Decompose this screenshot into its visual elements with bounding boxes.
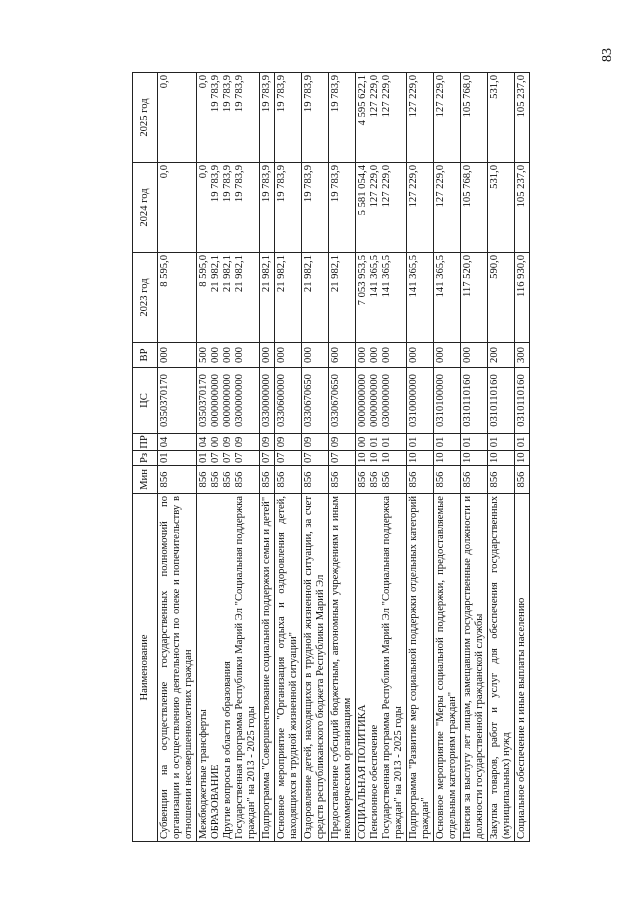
row-min: 856 — [210, 471, 221, 488]
row-rz: 01 — [198, 452, 209, 463]
row-2024: 127 229,0 — [434, 163, 461, 253]
row-min: 856 — [357, 471, 368, 488]
row-min: 856 — [260, 466, 275, 494]
row-2023: 21 982,1 — [260, 253, 275, 343]
row-2023: 21 982,1 — [234, 255, 245, 293]
row-min: 856 — [381, 471, 392, 488]
row-2024: 105 768,0 — [461, 163, 488, 253]
row-2025: 105 237,0 — [515, 73, 530, 163]
row-name: Основное мероприятие "Меры социальной поддержки, предоставляемые отдельным категориям граждан" — [434, 494, 461, 842]
row-2023: 8 595,0 — [198, 255, 209, 287]
header-vr: ВР — [133, 343, 158, 368]
header-cs: ЦС — [133, 368, 158, 434]
row-vr: 000 — [275, 343, 302, 368]
header-min: Мин — [133, 466, 158, 494]
row-rz: 10 — [488, 451, 515, 466]
header-rz: Рз — [133, 451, 158, 466]
row-pr: 09 — [234, 436, 245, 448]
header-2023: 2023 год — [133, 253, 158, 343]
row-min: 856 — [488, 466, 515, 494]
row-2023: 141 365,5 — [434, 253, 461, 343]
row-pr: 09 — [302, 434, 329, 451]
table-row — [488, 73, 515, 842]
row-name: Основное мероприятие "Организация отдыха и оздоровления детей, находящихся в трудной жизненной ситуации" — [275, 494, 302, 842]
row-rz: 10 — [407, 451, 434, 466]
header-pr: ПР — [133, 434, 158, 451]
row-2023: 8 595,0 — [158, 253, 197, 343]
row-vr: 000 — [461, 343, 488, 368]
row-name: Подпрограмма "Совершенствование социальной поддержки семьи и детей" — [260, 494, 275, 842]
table-row — [329, 73, 356, 842]
row-2025: 127 229,0 — [434, 73, 461, 163]
row-vr: 300 — [515, 343, 530, 368]
row-cs: 0000000000 — [222, 374, 233, 427]
row-rz: 07 — [222, 452, 233, 463]
row-rz: 10 — [369, 452, 380, 463]
row-vr: 000 — [407, 343, 434, 368]
table-row-group — [197, 73, 260, 842]
table-row — [461, 73, 488, 842]
row-cs: 0000000000 — [369, 374, 380, 427]
row-vr: 000 — [357, 347, 368, 363]
row-vr: 000 — [210, 347, 221, 363]
row-name: Предоставление субсидий бюджетным, автономным учреждениям и иным некоммерческим организациям — [329, 494, 356, 842]
row-min: 856 — [158, 466, 197, 494]
row-pr: 09 — [260, 434, 275, 451]
row-min: 856 — [369, 471, 380, 488]
row-2024: 127 229,0 — [369, 165, 380, 208]
row-cs: 0350370170 — [158, 368, 197, 434]
row-cs: 0330000000 — [260, 368, 275, 434]
row-2023: 141 365,5 — [381, 255, 392, 298]
table-row — [260, 73, 275, 842]
row-pr: 01 — [515, 434, 530, 451]
table-row-group — [356, 73, 407, 842]
row-min: 856 — [461, 466, 488, 494]
row-2025: 127 229,0 — [381, 75, 392, 118]
row-name: Государственная программа Республики Марий Эл "Социальная поддержка граждан" на 2013 - 2025 годы — [381, 496, 404, 839]
row-2025: 19 783,9 — [302, 73, 329, 163]
table-header-row — [133, 73, 158, 842]
row-pr: 00 — [357, 436, 368, 448]
row-2024: 19 783,9 — [210, 165, 221, 203]
row-2024: 19 783,9 — [302, 163, 329, 253]
row-name: Субвенции на осуществление государственных полномочий по организации и осуществлению деятельности по опеке и попечительству в отношении несовершеннолетних граждан — [158, 494, 197, 842]
row-2025: 105 768,0 — [461, 73, 488, 163]
row-2025: 0,0 — [158, 73, 197, 163]
row-cs: 0310110160 — [515, 368, 530, 434]
table-row — [407, 73, 434, 842]
row-rz: 01 — [158, 451, 197, 466]
row-pr: 01 — [369, 436, 380, 448]
row-min: 856 — [198, 471, 209, 488]
row-cs: 0330670650 — [302, 368, 329, 434]
row-2024: 19 783,9 — [234, 165, 245, 203]
row-cs: 0310100000 — [434, 368, 461, 434]
row-rz: 07 — [210, 452, 221, 463]
row-pr: 09 — [329, 434, 356, 451]
table-row — [515, 73, 530, 842]
row-2024: 0,0 — [198, 165, 209, 179]
row-name: СОЦИАЛЬНАЯ ПОЛИТИКА — [357, 704, 368, 839]
row-rz: 10 — [381, 452, 392, 463]
row-2024: 19 783,9 — [275, 163, 302, 253]
row-2025: 127 229,0 — [407, 73, 434, 163]
row-rz: 07 — [329, 451, 356, 466]
row-pr: 01 — [461, 434, 488, 451]
row-2023: 590,0 — [488, 253, 515, 343]
row-cs: 0000000000 — [210, 374, 221, 427]
row-vr: 200 — [488, 343, 515, 368]
row-vr: 500 — [198, 347, 209, 363]
row-rz: 10 — [515, 451, 530, 466]
row-2023: 21 982,1 — [222, 255, 233, 293]
row-vr: 000 — [234, 347, 245, 363]
row-min: 856 — [234, 471, 245, 488]
table-row — [302, 73, 329, 842]
row-rz: 07 — [302, 451, 329, 466]
row-cs: 0310110160 — [461, 368, 488, 434]
row-cs: 0300000000 — [234, 374, 245, 427]
row-min: 856 — [329, 466, 356, 494]
row-2023: 7 053 953,5 — [357, 255, 368, 306]
budget-table — [132, 72, 530, 842]
row-min: 856 — [222, 471, 233, 488]
row-2025: 19 783,9 — [329, 73, 356, 163]
row-2024: 5 581 054,4 — [357, 165, 368, 216]
row-2024: 127 229,0 — [407, 163, 434, 253]
row-vr: 000 — [158, 343, 197, 368]
row-pr: 04 — [198, 436, 209, 448]
row-rz: 07 — [234, 452, 245, 463]
header-2025: 2025 год — [133, 73, 158, 163]
row-cs: 0330600000 — [275, 368, 302, 434]
row-name: Государственная программа Республики Марий Эл "Социальная поддержка граждан" на 2013 - 2025 годы — [234, 496, 257, 839]
header-name: Наименование — [133, 494, 158, 842]
rotated-table-container — [132, 72, 598, 842]
row-2023: 21 982,1 — [302, 253, 329, 343]
row-rz: 10 — [434, 451, 461, 466]
row-2024: 127 229,0 — [381, 165, 392, 208]
row-vr: 000 — [302, 343, 329, 368]
row-min: 856 — [302, 466, 329, 494]
header-2024: 2024 год — [133, 163, 158, 253]
row-vr: 000 — [260, 343, 275, 368]
row-2025: 531,0 — [488, 73, 515, 163]
row-name: Социальное обеспечение и иные выплаты населению — [515, 494, 530, 842]
row-2025: 19 783,9 — [234, 75, 245, 113]
table-row — [434, 73, 461, 842]
row-2025: 19 783,9 — [275, 73, 302, 163]
row-2024: 19 783,9 — [222, 165, 233, 203]
row-pr: 01 — [407, 434, 434, 451]
row-name: Пенсионное обеспечение — [369, 724, 380, 839]
row-name: Межбюджетные трансферты — [198, 709, 209, 839]
page-number: 83 — [600, 48, 615, 62]
row-2023: 117 520,0 — [461, 253, 488, 343]
row-2023: 116 930,0 — [515, 253, 530, 343]
row-2024: 19 783,9 — [329, 163, 356, 253]
row-name: ОБРАЗОВАНИЕ — [210, 764, 221, 839]
row-rz: 07 — [275, 451, 302, 466]
row-pr: 01 — [488, 434, 515, 451]
row-2023: 21 982,1 — [329, 253, 356, 343]
row-vr: 000 — [434, 343, 461, 368]
row-vr: 000 — [222, 347, 233, 363]
table-row — [158, 73, 197, 842]
row-name: Другие вопросы в области образования — [222, 661, 233, 839]
row-2023: 141 365,5 — [369, 255, 380, 298]
row-vr: 000 — [381, 347, 392, 363]
row-cs: 0000000000 — [357, 374, 368, 427]
row-2024: 531,0 — [488, 163, 515, 253]
row-cs: 0350370170 — [198, 374, 209, 427]
row-2024: 105 237,0 — [515, 163, 530, 253]
row-2023: 21 982,1 — [210, 255, 221, 293]
row-2025: 127 229,0 — [369, 75, 380, 118]
row-vr: 600 — [329, 343, 356, 368]
row-pr: 00 — [210, 436, 221, 448]
row-2025: 4 595 622,1 — [357, 75, 368, 126]
row-rz: 10 — [461, 451, 488, 466]
row-min: 856 — [434, 466, 461, 494]
row-2023: 21 982,1 — [275, 253, 302, 343]
row-rz: 07 — [260, 451, 275, 466]
row-2024: 19 783,9 — [260, 163, 275, 253]
row-pr: 09 — [222, 436, 233, 448]
row-name: Закупка товаров, работ и услуг для обеспечения государственных (муниципальных) нужд — [488, 494, 515, 842]
row-2024: 0,0 — [158, 163, 197, 253]
row-pr: 09 — [275, 434, 302, 451]
row-cs: 0330670650 — [329, 368, 356, 434]
table-row — [275, 73, 302, 842]
row-name: Подпрограмма "Развитие мер социальной поддержки отдельных категорий граждан" — [407, 494, 434, 842]
row-cs: 0300000000 — [381, 374, 392, 427]
row-min: 856 — [515, 466, 530, 494]
row-vr: 000 — [369, 347, 380, 363]
row-2025: 19 783,9 — [260, 73, 275, 163]
row-pr: 04 — [158, 434, 197, 451]
row-2025: 19 783,9 — [210, 75, 221, 113]
row-2023: 141 365,5 — [407, 253, 434, 343]
row-cs: 0310000000 — [407, 368, 434, 434]
row-rz: 10 — [357, 452, 368, 463]
row-pr: 01 — [381, 436, 392, 448]
row-cs: 0310110160 — [488, 368, 515, 434]
row-2025: 19 783,9 — [222, 75, 233, 113]
row-min: 856 — [407, 466, 434, 494]
row-name: Оздоровление детей, находящихся в трудной жизненной ситуации, за счет средств республиканского бюджета Республики Марий Эл — [302, 494, 329, 842]
row-name: Пенсия за выслугу лет лицам, замещавшим государственные должности и должности государственной гражданской службы — [461, 494, 488, 842]
row-min: 856 — [275, 466, 302, 494]
row-pr: 01 — [434, 434, 461, 451]
row-2025: 0,0 — [198, 75, 209, 89]
